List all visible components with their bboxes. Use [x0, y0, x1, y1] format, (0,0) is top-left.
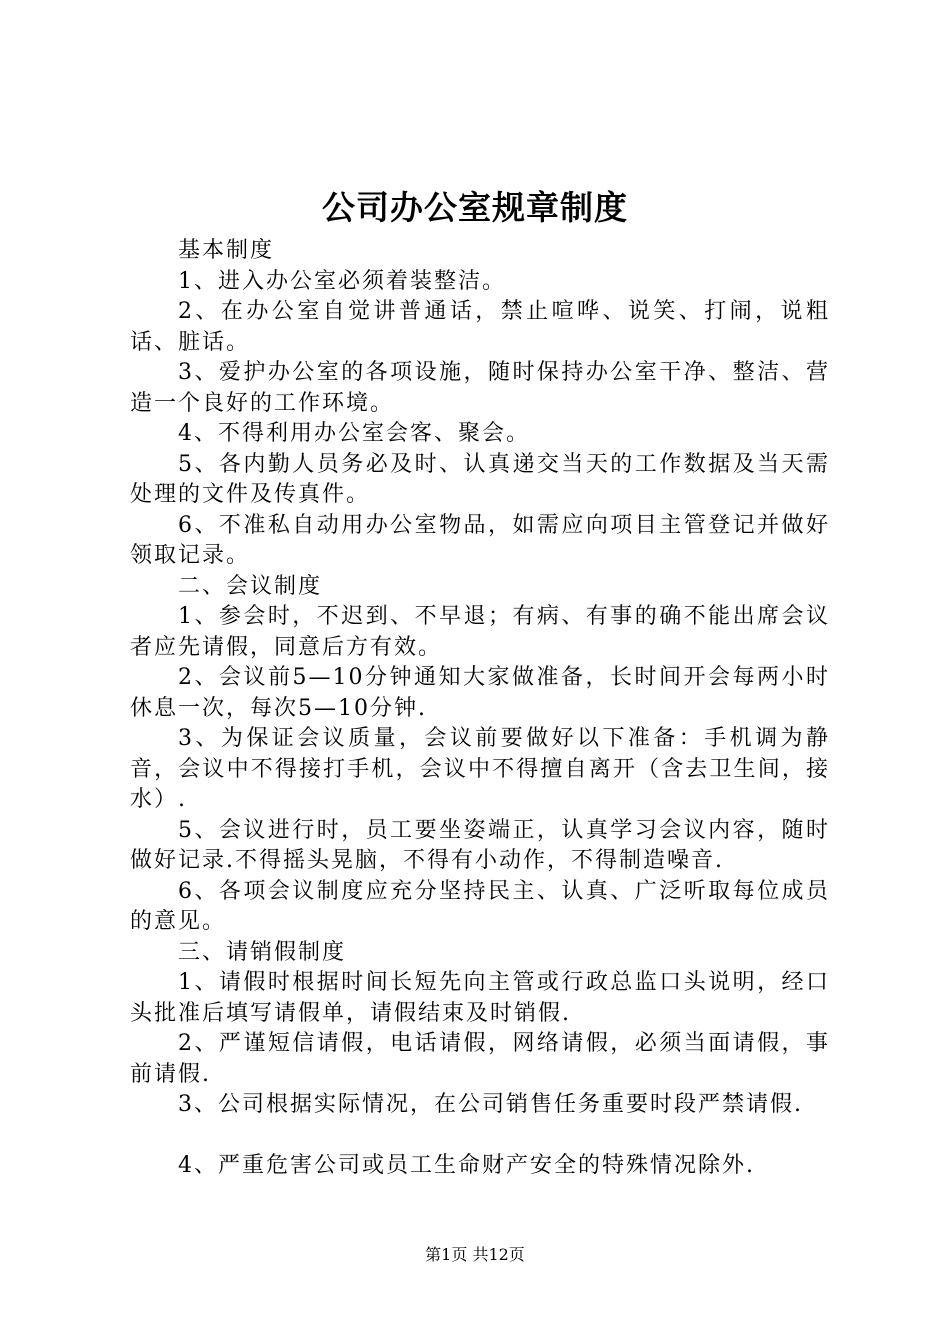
paragraph: 2、在办公室自觉讲普通话，禁止喧哗、说笑、打闹，说粗话、脏话。 — [130, 299, 830, 355]
paragraph: 4、不得利用办公室会客、聚会。 — [178, 421, 530, 446]
paragraph: 2、严谨短信请假，电话请假，网络请假，必须当面请假，事前请假. — [130, 1031, 830, 1087]
paragraph: 1、参会时，不迟到、不早退；有病、有事的确不能出席会议者应先请假，同意后方有效。 — [130, 604, 830, 660]
section-heading-leave: 三、请销假制度 — [178, 939, 347, 965]
paragraph: 3、为保证会议质量，会议前要做好以下准备：手机调为静音，会议中不得接打手机，会议中不得擅自离开（含去卫生间，接水）. — [130, 726, 830, 812]
paragraph: 2、会议前5—10分钟通知大家做准备，长时间开会每两小时休息一次，每次5—10分钟. — [130, 665, 830, 721]
section-heading-basic: 基本制度 — [178, 238, 275, 263]
section-heading-meeting: 二、会议制度 — [178, 573, 323, 599]
paragraph: 5、会议进行时，员工要坐姿端正，认真学习会议内容，随时做好记录.不得摇头晃脑，不得有小动作，不得制造噪音. — [130, 817, 830, 873]
paragraph: 3、爱护办公室的各项设施，随时保持办公室干净、整洁、营造一个良好的工作环境。 — [130, 360, 830, 416]
page-footer: 第1页 共12页 — [425, 1245, 525, 1264]
document-title: 公司办公室规章制度 — [322, 188, 628, 227]
paragraph: 5、各内勤人员务必及时、认真递交当天的工作数据及当天需处理的文件及传真件。 — [130, 451, 830, 507]
paragraph: 1、进入办公室必须着装整洁。 — [178, 268, 506, 294]
paragraph: 3、公司根据实际情况，在公司销售任务重要时段严禁请假. — [178, 1092, 803, 1117]
paragraph: 6、不准私自动用办公室物品，如需应向项目主管登记并做好领取记录。 — [130, 512, 830, 568]
document-body — [130, 236, 830, 1181]
paragraph-gap — [130, 1121, 830, 1151]
paragraph: 4、严重危害公司或员工生命财产安全的特殊情况除外. — [178, 1152, 755, 1178]
paragraph: 1、请假时根据时间长短先向主管或行政总监口头说明，经口头批准后填写请假单，请假结束及时销假. — [130, 970, 830, 1026]
paragraph: 6、各项会议制度应充分坚持民主、认真、广泛听取每位成员的意见。 — [130, 878, 830, 934]
